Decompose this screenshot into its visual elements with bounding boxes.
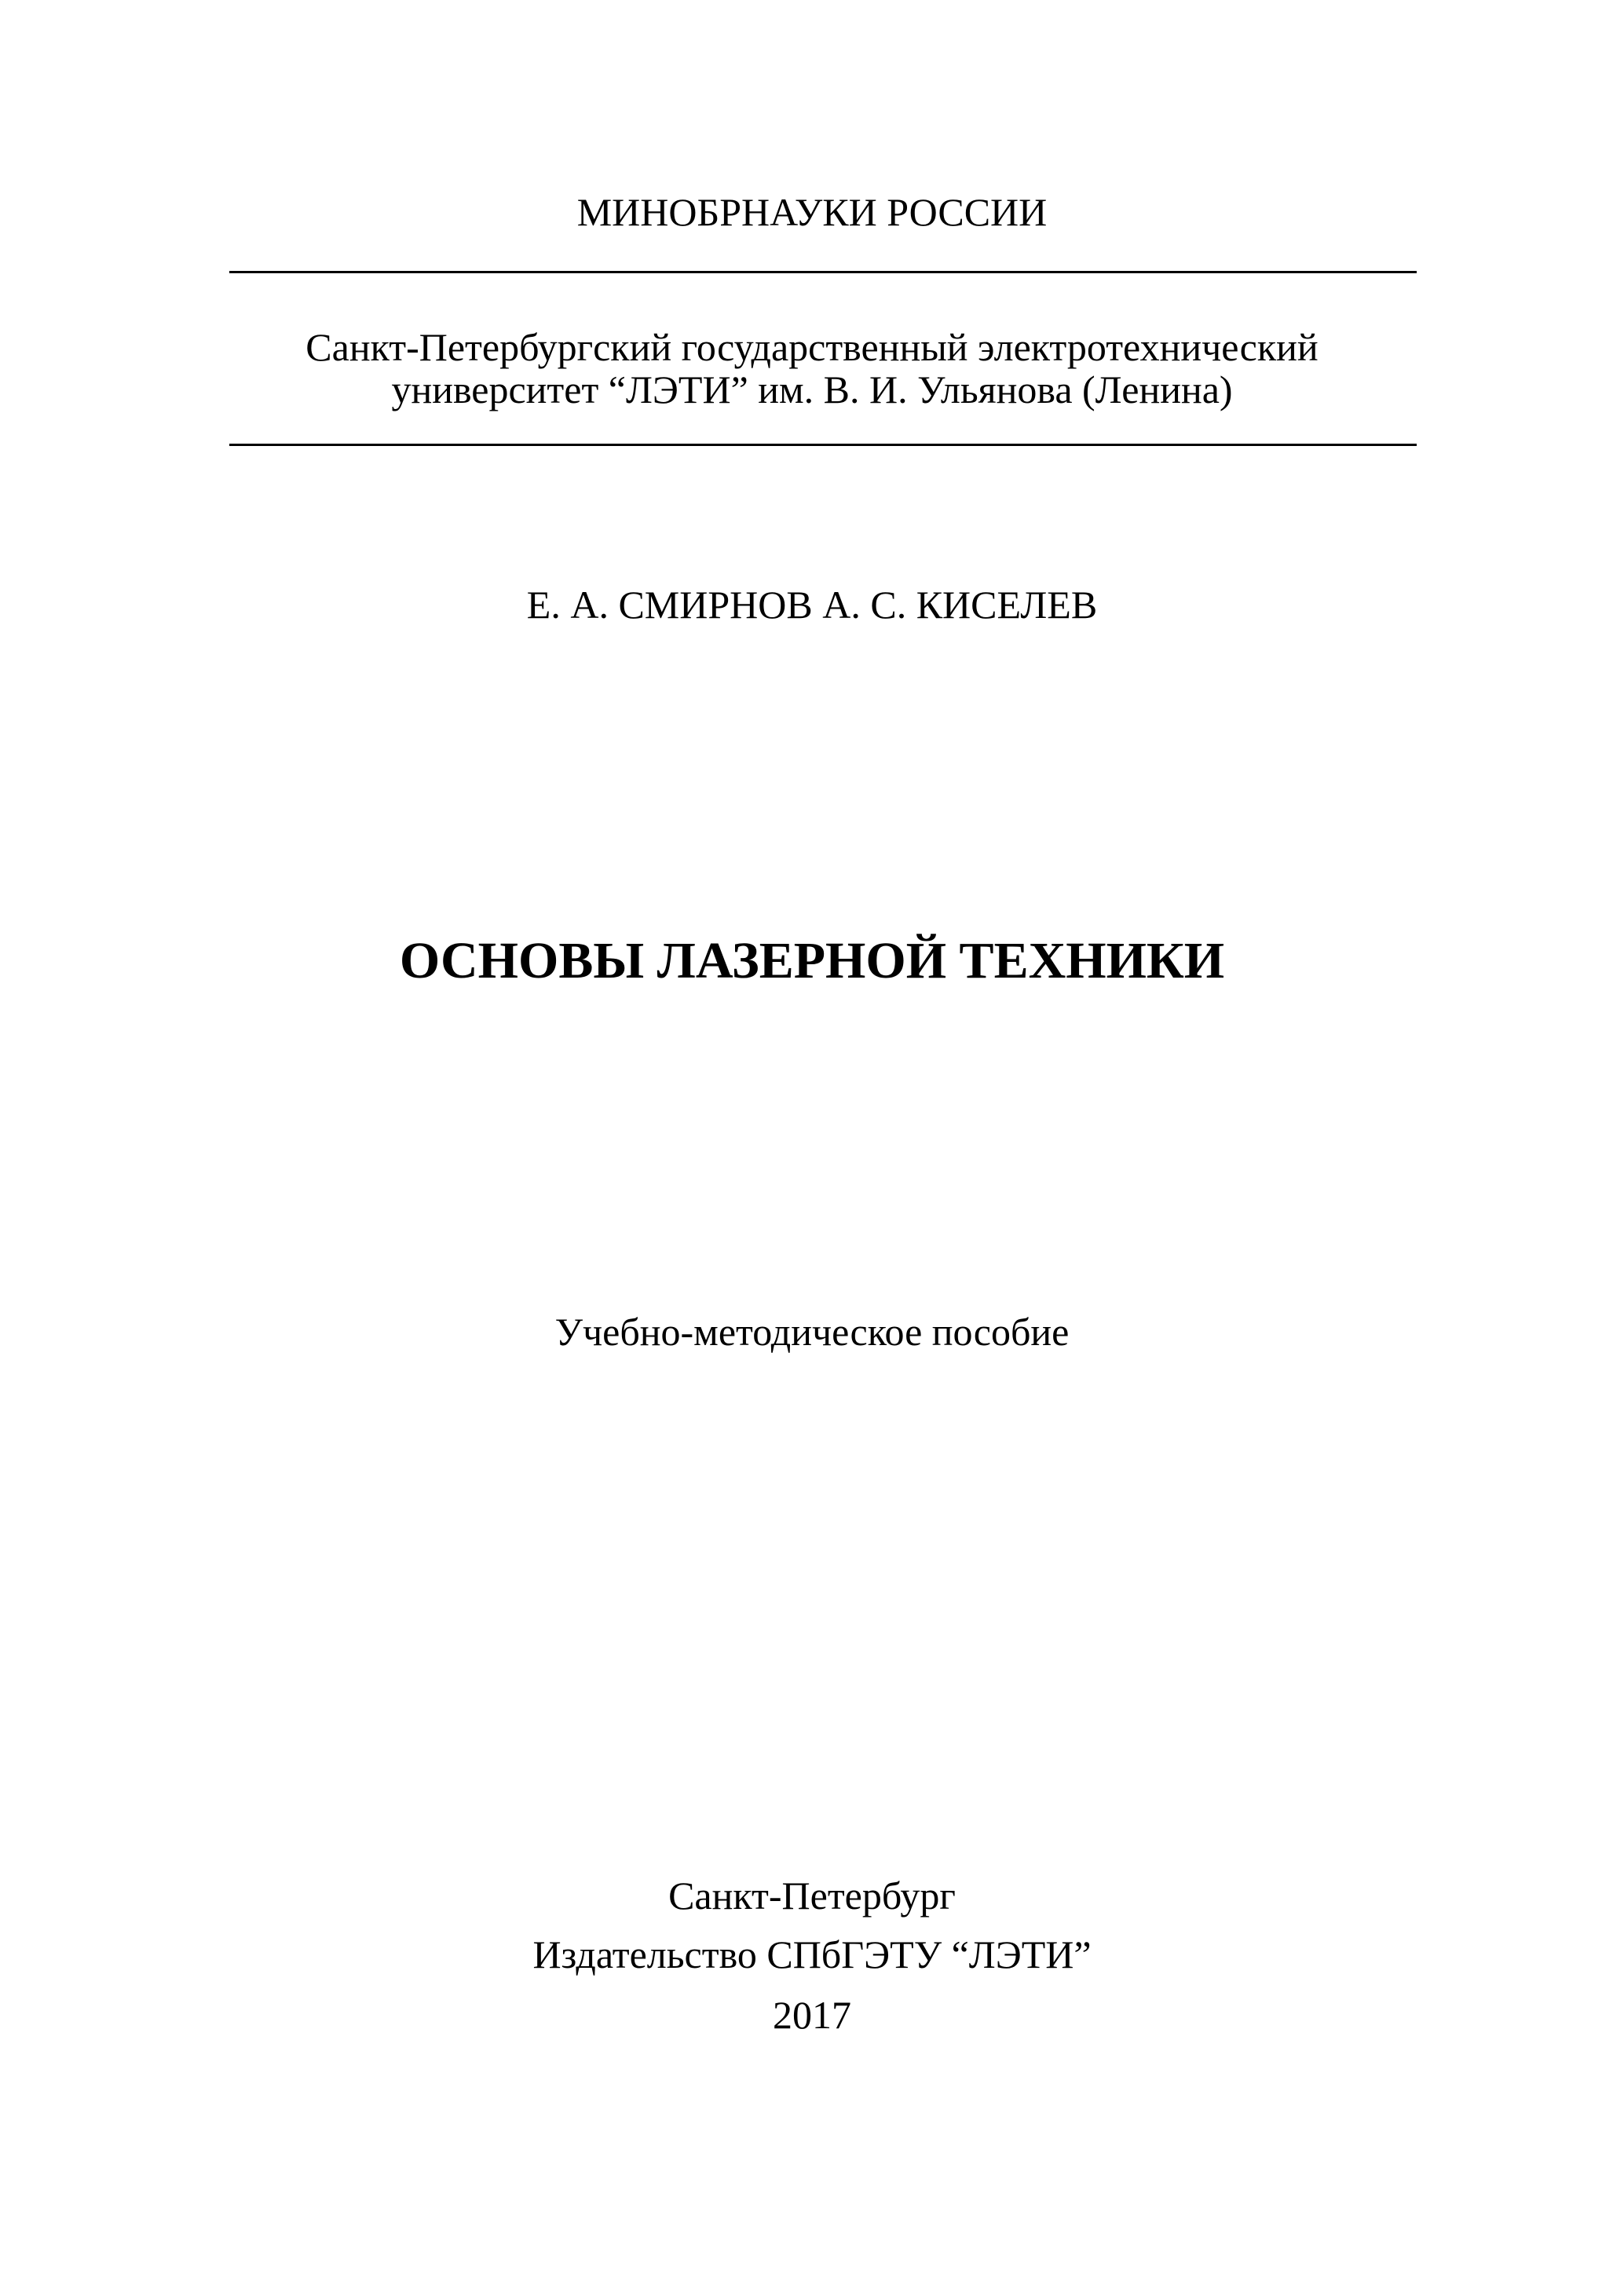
- book-subtitle: Учебно-методическое пособие: [554, 1310, 1070, 1354]
- header-divider-top: [229, 271, 1417, 273]
- university-name-line2: университет “ЛЭТИ” им. В. И. Ульянова (Ленина): [391, 367, 1233, 411]
- university-name-line1: Санкт-Петербургский государственный электротехнический: [305, 325, 1319, 369]
- header-divider-bottom: [229, 444, 1417, 446]
- ministry-heading: МИНОБРНАУКИ РОССИИ: [576, 190, 1048, 234]
- book-title: ОСНОВЫ ЛАЗЕРНОЙ ТЕХНИКИ: [399, 932, 1225, 989]
- imprint-city: Санкт-Петербург: [668, 1874, 956, 1918]
- imprint-year: 2017: [773, 1993, 851, 2037]
- authors: Е. А. СМИРНОВ А. С. КИСЕЛЕВ: [526, 583, 1098, 627]
- imprint-publisher: Издательство СПбГЭТУ “ЛЭТИ”: [532, 1932, 1092, 1976]
